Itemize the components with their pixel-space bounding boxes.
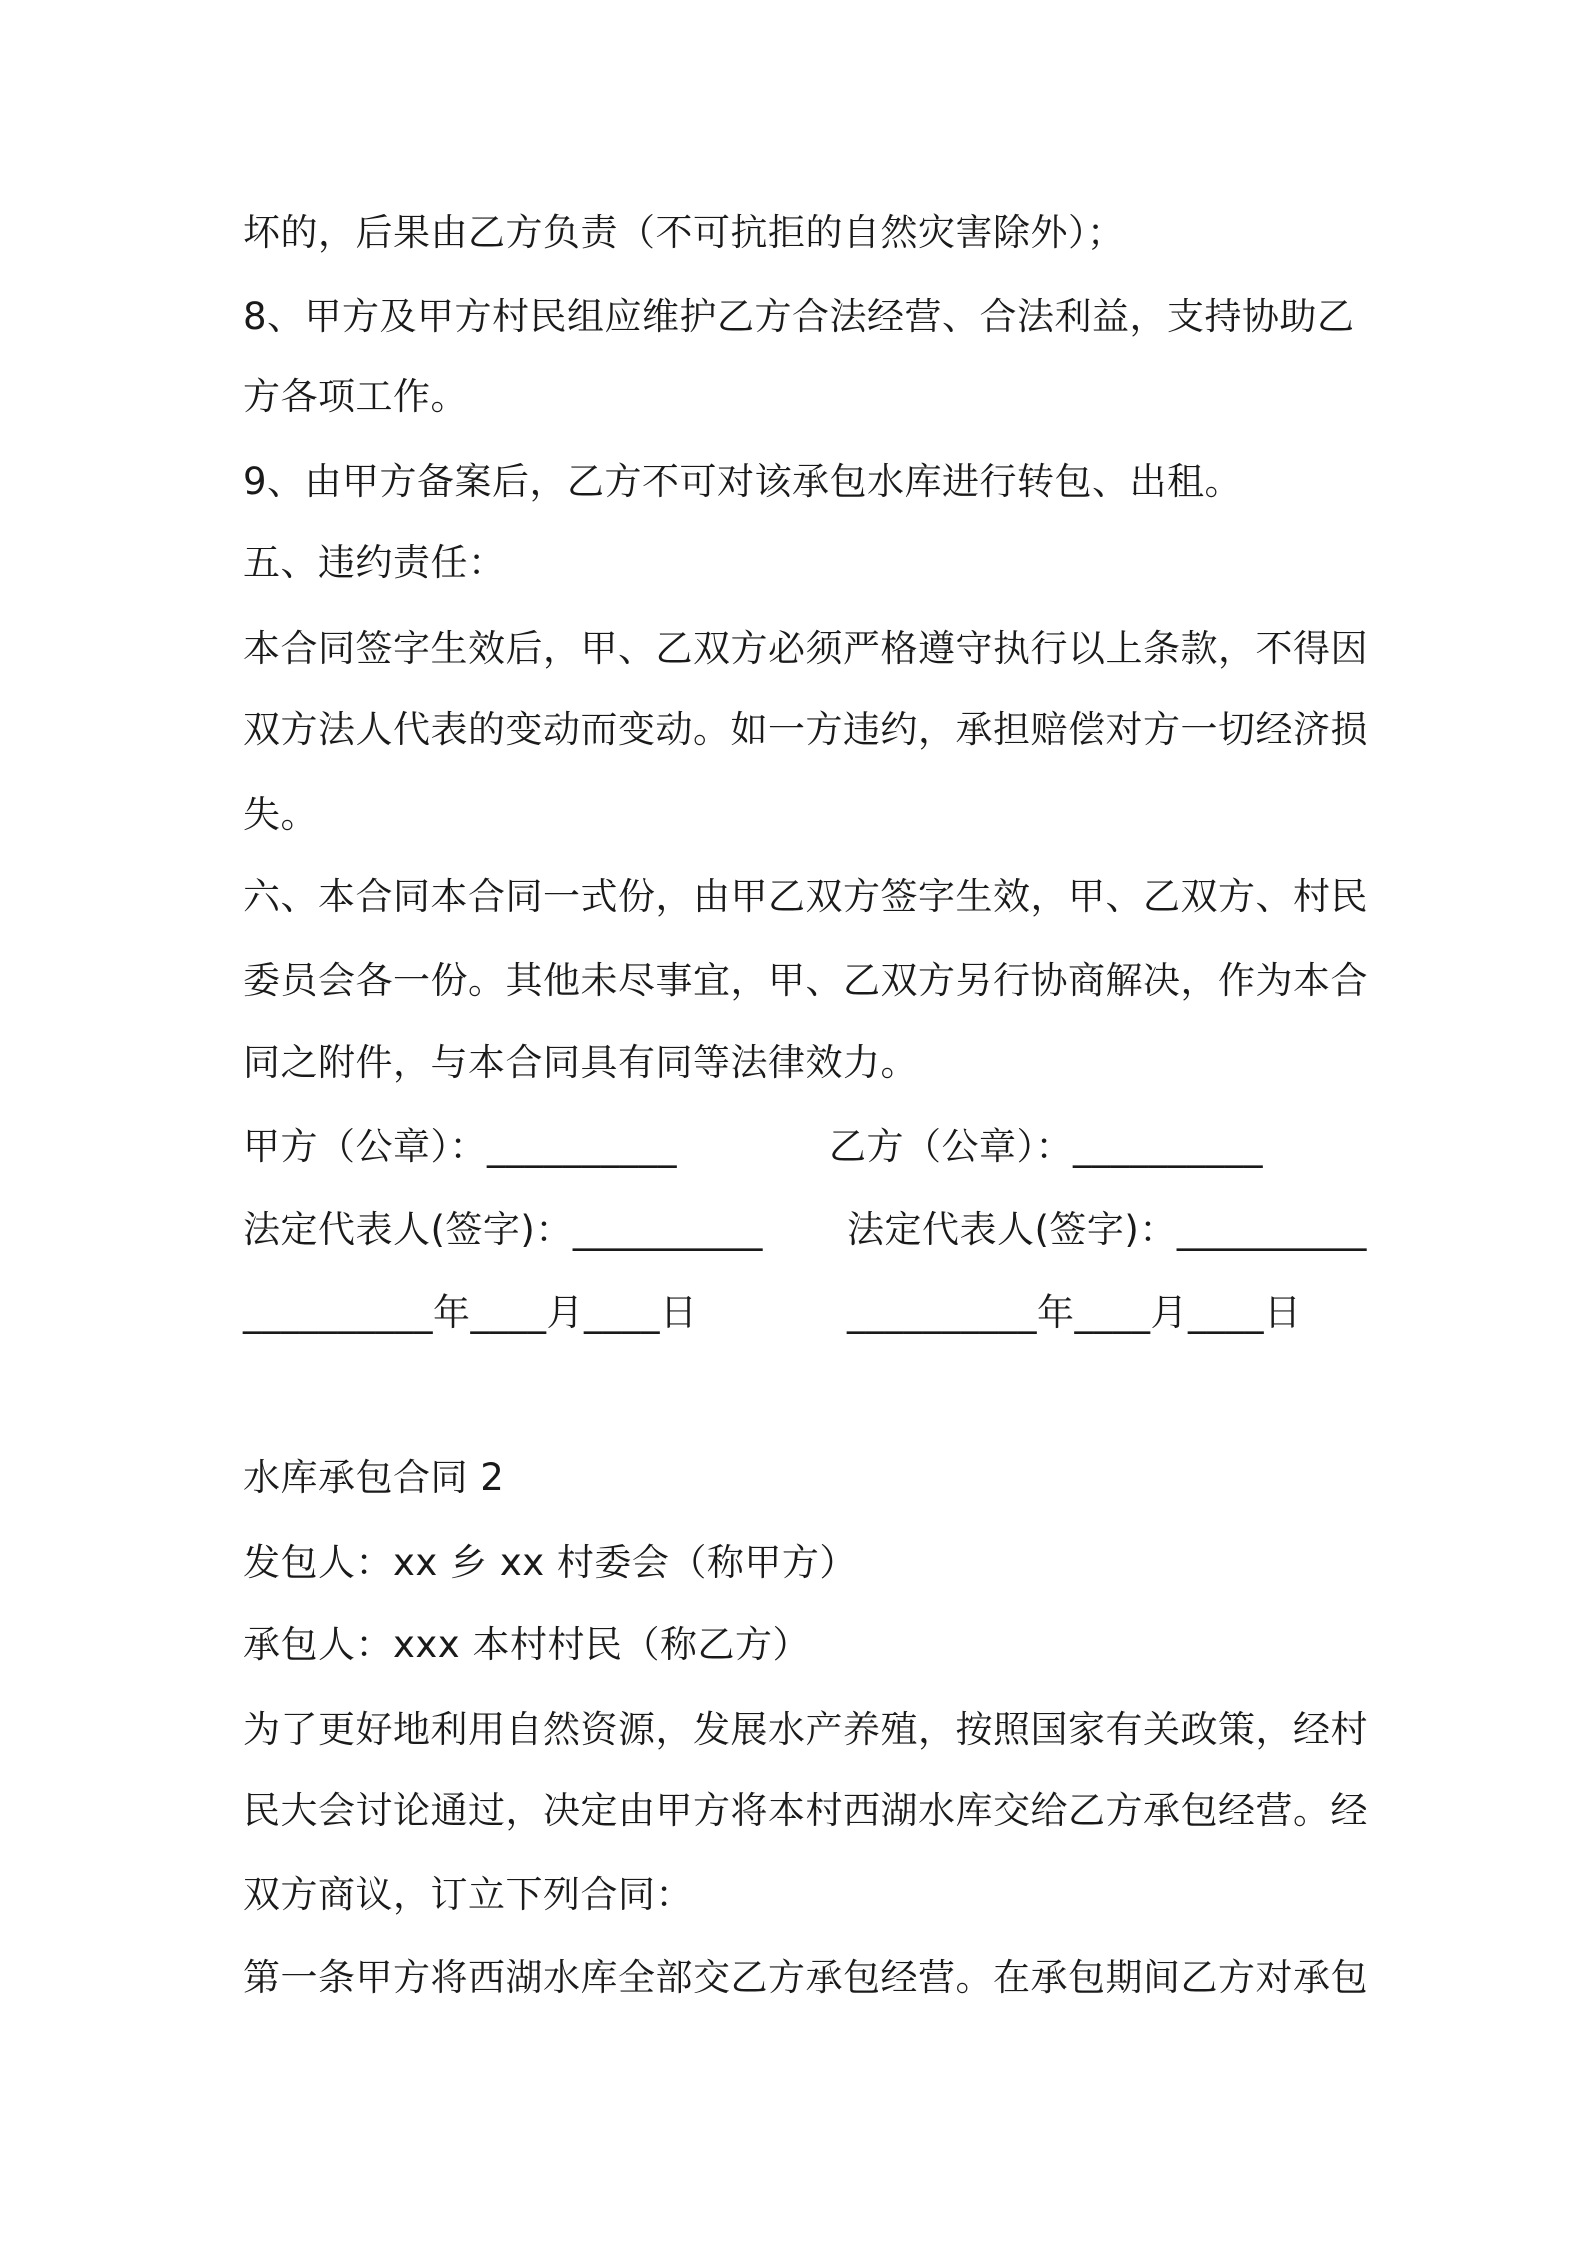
issuer-line: 发包人：xx 乡 xx 村委会（称甲方） <box>243 1541 857 1584</box>
paragraph-line: 9、由甲方备案后，乙方不可对该承包水库进行转包、出租。 <box>243 460 1243 503</box>
party-a-seal: 甲方（公章）：__________ <box>243 1125 677 1168</box>
party-a-date: __________年____月____日 <box>243 1291 698 1334</box>
paragraph-line: 本合同签字生效后，甲、乙双方必须严格遵守执行以上条款，不得因 <box>243 627 1368 670</box>
party-b-seal: 乙方（公章）：__________ <box>829 1125 1263 1168</box>
party-b-date: __________年____月____日 <box>847 1291 1302 1334</box>
paragraph-line: 第一条甲方将西湖水库全部交乙方承包经营。在承包期间乙方对承包 <box>243 1956 1368 1999</box>
paragraph-line: 六、本合同本合同一式份，由甲乙双方签字生效，甲、乙双方、村民 <box>243 875 1368 918</box>
document-page <box>243 0 1368 2244</box>
paragraph-line: 方各项工作。 <box>243 375 468 418</box>
paragraph-line: 同之附件，与本合同具有同等法律效力。 <box>243 1041 918 1084</box>
party-b-representative: 法定代表人(签字)：__________ <box>847 1208 1367 1251</box>
party-a-representative: 法定代表人(签字)：__________ <box>243 1208 763 1251</box>
paragraph-line: 委员会各一份。其他未尽事宜，甲、乙双方另行协商解决，作为本合 <box>243 959 1368 1002</box>
paragraph-line: 8、甲方及甲方村民组应维护乙方合法经营、合法利益，支持协助乙 <box>243 295 1355 338</box>
paragraph-line: 失。 <box>243 793 318 836</box>
contractor-line: 承包人：xxx 本村村民（称乙方） <box>243 1623 810 1666</box>
paragraph-line: 双方商议，订立下列合同： <box>243 1873 693 1916</box>
paragraph-line: 坏的，后果由乙方负责（不可抗拒的自然灾害除外）； <box>243 211 1125 254</box>
paragraph-line: 民大会讨论通过，决定由甲方将本村西湖水库交给乙方承包经营。经 <box>243 1789 1368 1832</box>
section-heading: 五、违约责任： <box>243 541 506 584</box>
contract-title: 水库承包合同 2 <box>243 1456 505 1499</box>
paragraph-line: 双方法人代表的变动而变动。如一方违约，承担赔偿对方一切经济损 <box>243 708 1368 751</box>
paragraph-line: 为了更好地利用自然资源，发展水产养殖，按照国家有关政策，经村 <box>243 1708 1368 1751</box>
